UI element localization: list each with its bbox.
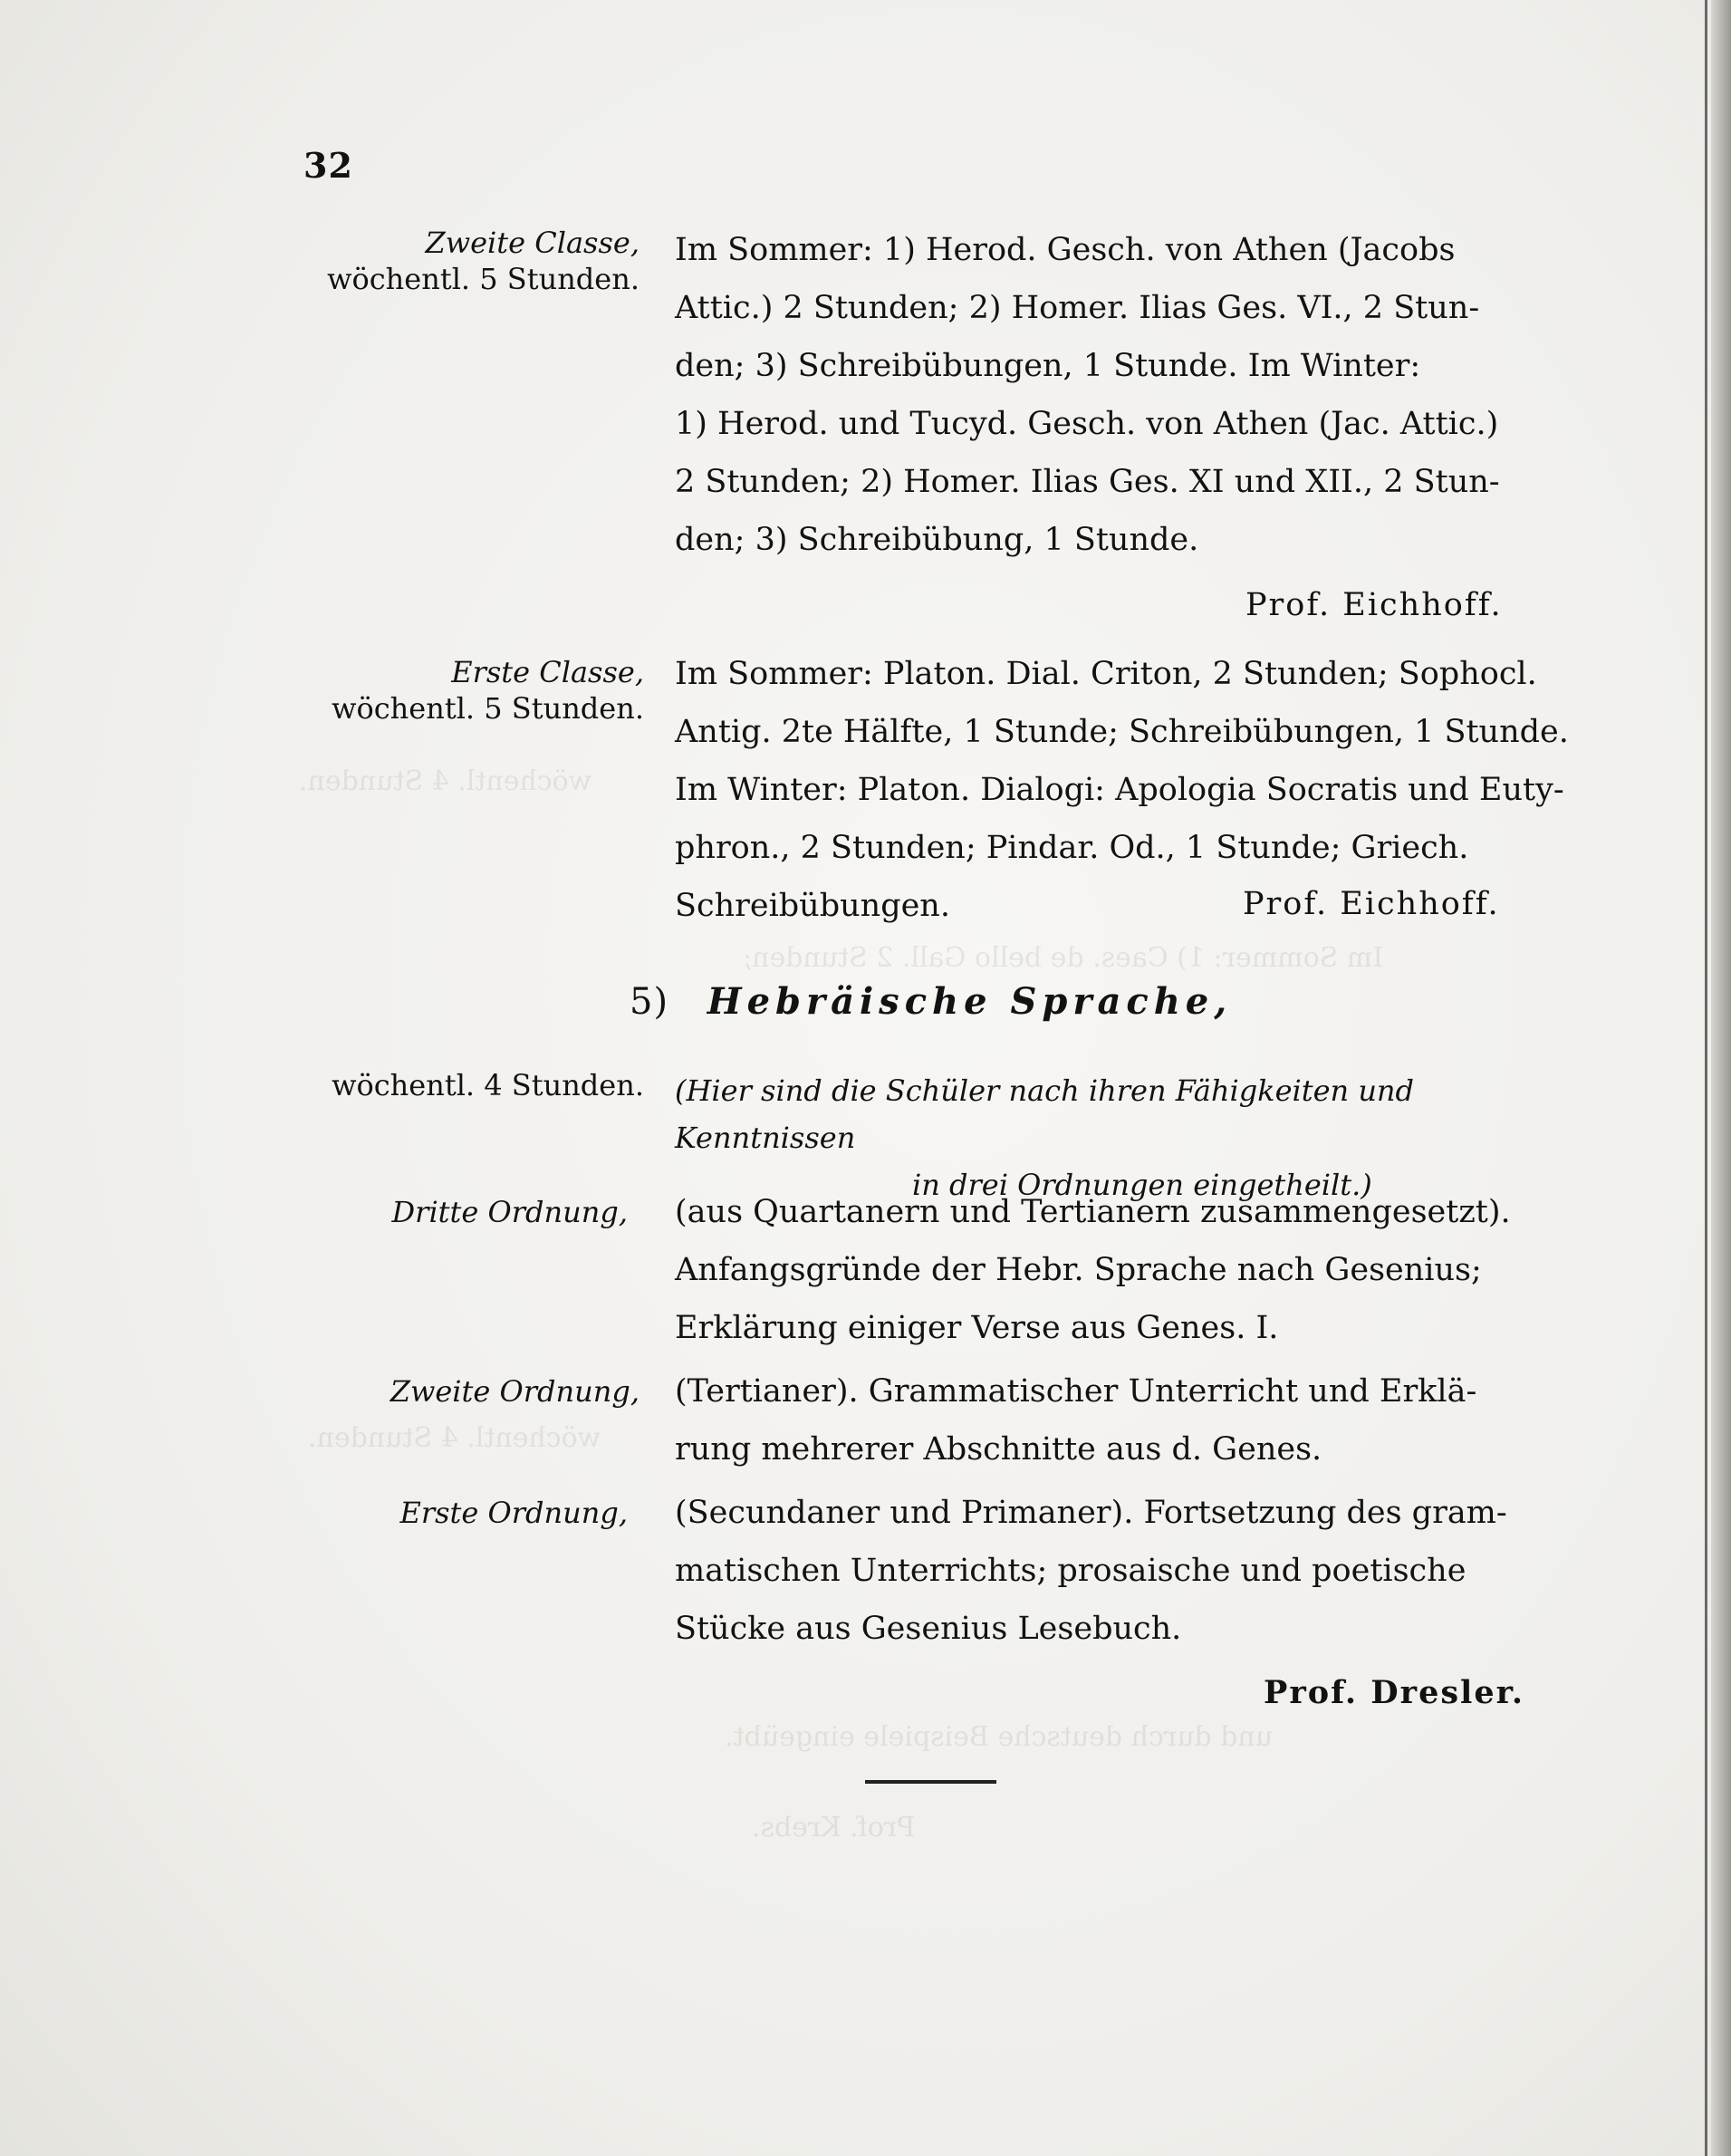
third-order-text [675, 1183, 1581, 1357]
text-line: (Tertianer). Grammatischer Unterricht und Erklä- [675, 1373, 1477, 1410]
text-line: Anfangsgründe der Hebr. Sprache nach Gesenius; [675, 1252, 1482, 1288]
section-title: Hebräische Sprache, [707, 980, 1233, 1023]
text-line: phron., 2 Stunden; Pindar. Od., 1 Stunde; Griech. [675, 830, 1469, 866]
text-line: den; 3) Schreibübung, 1 Stunde. [675, 522, 1199, 558]
text-line: Attic.) 2 Stunden; 2) Homer. Ilias Ges. VI., 2 Stun- [675, 290, 1480, 326]
bleed-through-text: wöchentl. 4 Stunden. [308, 1422, 601, 1454]
second-order-label: Zweite Ordnung, [389, 1374, 640, 1409]
text-line: Schreibübungen. [675, 888, 950, 924]
teacher-signature: Prof. Eichhoff. [1245, 587, 1503, 623]
second-class-hours: wöchentl. 5 Stunden. [327, 262, 640, 296]
text-line: rung mehrerer Abschnitte aus d. Genes. [675, 1431, 1322, 1468]
text-line: den; 3) Schreibübungen, 1 Stunde. Im Winter: [675, 348, 1421, 384]
bleed-through-text: Prof. Krebs. [752, 1812, 916, 1843]
hebrew-note-line: (Hier sind die Schüler nach ihren Fähigkeiten und Kenntnissen [675, 1073, 1415, 1155]
text-line: Im Winter: Platon. Dialogi: Apologia Socratis und Euty- [675, 772, 1564, 808]
first-class-label: Erste Classe, [451, 655, 644, 689]
page-number: 32 [303, 145, 353, 186]
text-line: Stücke aus Gesenius Lesebuch. [675, 1611, 1182, 1647]
text-line: Erklärung einiger Verse aus Genes. I. [675, 1310, 1279, 1346]
first-class-hours: wöchentl. 5 Stunden. [332, 691, 644, 726]
third-order-label: Dritte Ordnung, [391, 1195, 628, 1229]
text-line: Antig. 2te Hälfte, 1 Stunde; Schreibübungen, 1 Stunde. [675, 714, 1569, 750]
page-edge-line [1705, 0, 1707, 2156]
text-line: 1) Herod. und Tucyd. Gesch. von Athen (Jac. Attic.) [675, 406, 1499, 442]
first-order-text [675, 1484, 1581, 1658]
text-line: Im Sommer: Platon. Dial. Criton, 2 Stunden; Sophocl. [675, 656, 1537, 692]
second-class-text [675, 221, 1581, 569]
text-line: 2 Stunden; 2) Homer. Ilias Ges. XI und XII., 2 Stun- [675, 464, 1500, 500]
bleed-through-text: wöchentl. 4 Stunden. [299, 765, 592, 797]
second-order-text [675, 1362, 1581, 1478]
text-line: Im Sommer: 1) Herod. Gesch. von Athen (Jacobs [675, 232, 1456, 268]
text-line: (aus Quartanern und Tertianern zusammengesetzt). [675, 1194, 1511, 1230]
second-class-label: Zweite Classe, [425, 226, 640, 260]
hebrew-note-line: in drei Ordnungen eingetheilt.) [912, 1168, 1372, 1202]
hebrew-hours: wöchentl. 4 Stunden. [332, 1068, 644, 1102]
section-heading [630, 980, 1232, 1023]
text-line: (Secundaner und Primaner). Fortsetzung des gram- [675, 1495, 1507, 1531]
bleed-through-text: und durch deutsche Beispiele eingeübt. [725, 1721, 1274, 1753]
teacher-signature: Prof. Eichhoff. [1243, 886, 1500, 922]
section-divider-rule [865, 1780, 996, 1784]
section-number: 5) [630, 981, 669, 1023]
teacher-signature: Prof. Dresler. [1264, 1674, 1525, 1711]
first-class-label-block [332, 654, 644, 727]
page-edge-shadow [1711, 0, 1731, 2156]
second-class-label-block [327, 225, 640, 297]
first-order-label: Erste Ordnung, [399, 1496, 628, 1530]
text-line: matischen Unterrichts; prosaische und poetische [675, 1553, 1467, 1589]
bleed-through-text: Im Sommer: 1) Caes. de bello Gall. 2 Stunden; [743, 942, 1384, 974]
